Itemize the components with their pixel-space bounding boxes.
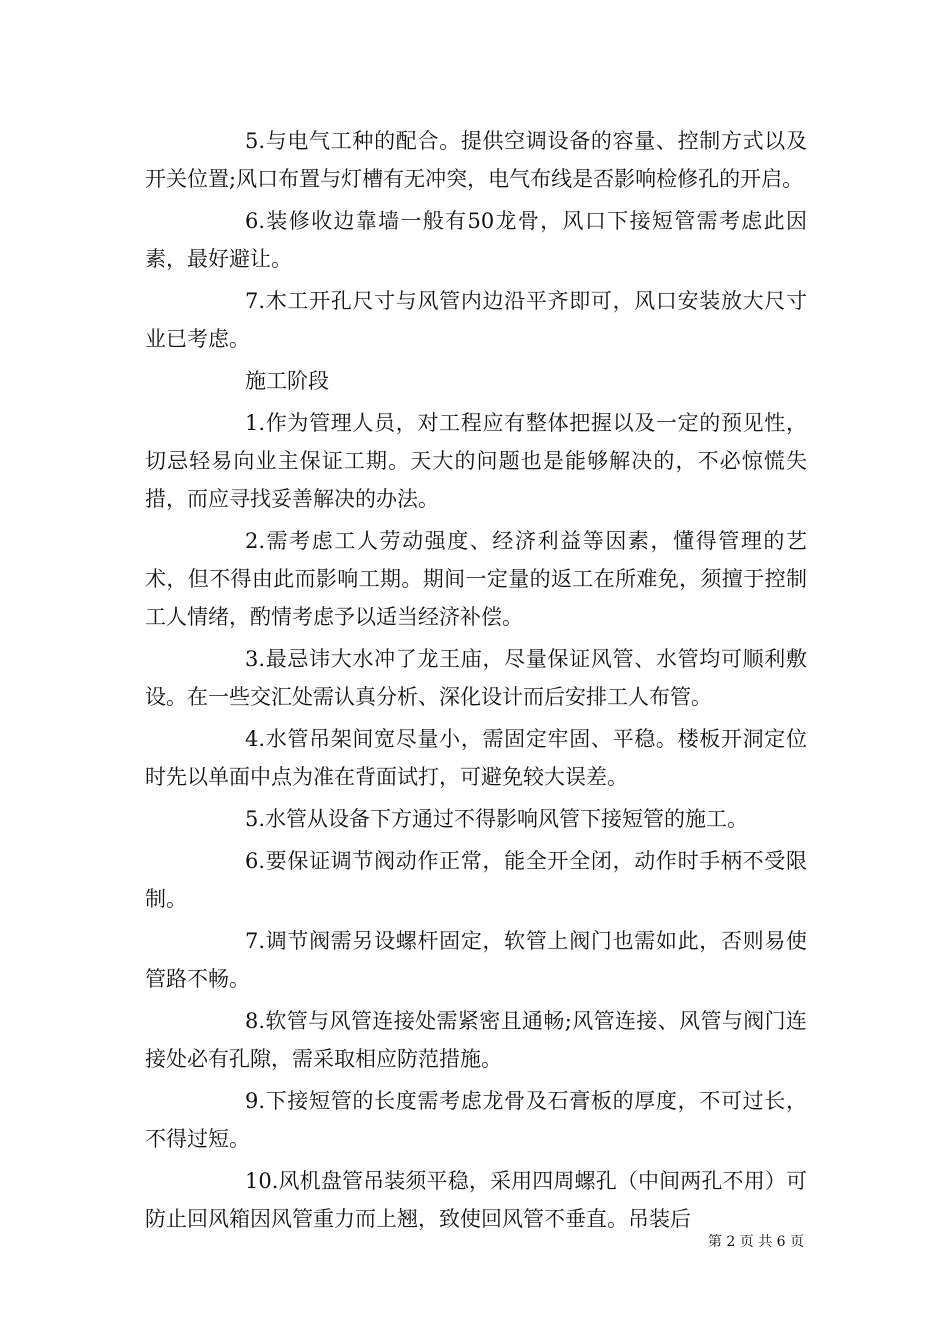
paragraph-worker-labor: 2.需考虑工人劳动强度、经济利益等因素，懂得管理的艺术，但不得由此而影响工期。期间一定量的返工在所难免，须擅于控制工人情绪，酌情考虑予以适当经济补偿。 xyxy=(145,529,807,629)
paragraph-fan-coil-hoisting: 10.风机盘管吊装须平稳，采用四周螺孔（中间两孔不用）可防止回风箱因风管重力而上翘，致使回风管不垂直。吊装后 xyxy=(145,1169,807,1231)
paragraph-management-schedule: 1.作为管理人员，对工程应有整体把握以及一定的预见性，切忌轻易向业主保证工期。天大的问题也是能够解决的，不必惊慌失措，而应寻找妥善解决的办法。 xyxy=(145,411,807,511)
paragraph-damper-fixing: 7.调节阀需另设螺杆固定，软管上阀门也需如此，否则易使管路不畅。 xyxy=(145,929,807,991)
paragraph-duct-pipe-conflict: 3.最忌讳大水冲了龙王庙，尽量保证风管、水管均可顺利敷设。在一些交汇处需认真分析、深化设计而后安排工人布管。 xyxy=(145,647,807,709)
document-body xyxy=(145,122,807,1242)
paragraph-pipe-below-equipment: 5.水管从设备下方通过不得影响风管下接短管的施工。 xyxy=(245,807,749,831)
paragraph-short-pipe-length: 9.下接短管的长度需考虑龙骨及石膏板的厚度，不可过长，不得过短。 xyxy=(145,1089,807,1151)
paragraph-damper-operation: 6.要保证调节阀动作正常，能全开全闭，动作时手柄不受限制。 xyxy=(145,849,807,911)
paragraph-coordination-electrical: 5.与电气工种的配合。提供空调设备的容量、控制方式以及开关位置;风口布置与灯槽有无冲突，电气布线是否影响检修孔的开启。 xyxy=(145,129,807,191)
page-number-footer: 第 2 页 共 6 页 xyxy=(707,1234,804,1250)
paragraph-decoration-keel: 6.装修收边靠墙一般有50龙骨，风口下接短管需考虑此因素，最好避让。 xyxy=(145,209,807,271)
paragraph-flexible-duct: 8.软管与风管连接处需紧密且通畅;风管连接、风管与阀门连接处必有孔隙，需采取相应防范措施。 xyxy=(145,1009,807,1071)
paragraph-carpentry-opening: 7.木工开孔尺寸与风管内边沿平齐即可，风口安装放大尺寸业已考虑。 xyxy=(145,289,807,351)
section-heading-construction-stage: 施工阶段 xyxy=(245,369,329,393)
paragraph-pipe-hanger: 4.水管吊架间宽尽量小，需固定牢固、平稳。楼板开洞定位时先以单面中点为准在背面试打，可避免较大误差。 xyxy=(145,727,807,789)
